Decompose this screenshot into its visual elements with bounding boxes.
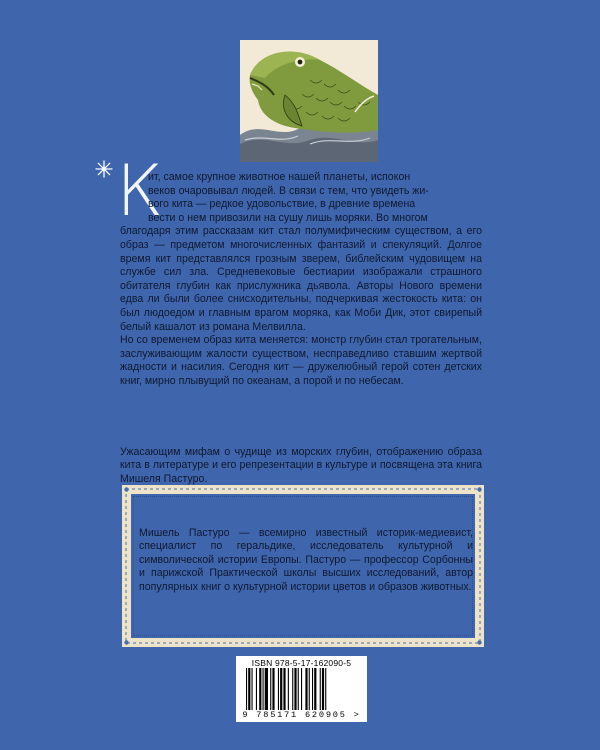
dropcap-letter: К [116, 150, 164, 232]
isbn-number: ISBN 978-5-17-162090-5 [251, 658, 352, 668]
barcode-bar [278, 668, 279, 710]
barcode-bar [246, 668, 247, 710]
author-bio: Мишель Пастуро — всемирно известный историк-медиевист, специалист по геральдике, исследователь культурной и символической истории Европы. Пастуро — профессор Сорбонны и парижской Практической школы высших исследований, автор популярных книг о культурной истории цветов и образов животных. [139, 526, 473, 593]
barcode-bar [252, 668, 253, 710]
intro-rest: благодаря этим рассказам кит стал полумифическим существом, а его образ — предметом многочисленных фантазий и спекуляций. Долгое время кит представлялся грозным зверем, библейским чудовищем на службе сил зла. Средневековые бестиарии изображали страшного обитателя глубин как прислужника дьявола. Авторы Нового времени едва ли были более снисходительны, подчеркивая жестокость кита: он был людоедом и главным врагом моряка, как Моби Дик, этот свирепый белый кашалот из романа Мелвилла. [120, 225, 482, 333]
barcode-bar [292, 668, 293, 710]
barcode-bar [322, 668, 324, 710]
intro-line-4: вести о нем привозили на сушу лишь моряки. Во многом [148, 211, 428, 224]
barcode-bar [320, 668, 321, 710]
barcode-bar [325, 668, 326, 710]
intro-line-1: ит, самое крупное животное нашей планеты, испокон [148, 171, 411, 183]
barcode-bar [309, 668, 310, 710]
intro-text-block [120, 171, 482, 389]
barcode-bar [265, 668, 268, 710]
barcode-bar [270, 668, 271, 710]
intro-line-2: веков очаровывал людей. В связи с тем, что увидеть жи- [148, 184, 429, 197]
paragraph-3: Ужасающим мифам о чудище из морских глубин, отображению образа кита в литературе и его репрезентации в культуре и посвящена эта книга Мишеля Пастуро. [120, 445, 482, 485]
intro-paragraph [120, 171, 482, 334]
barcode-bar [312, 668, 313, 710]
author-bio-frame [122, 485, 484, 647]
barcode-bar [256, 668, 257, 710]
whale-fish-illustration [240, 40, 378, 162]
barcode-bar [298, 668, 299, 710]
barcode-bar [272, 668, 274, 710]
intro-line-3: вого кита — редкое удовольствие, в древние времена [148, 198, 416, 211]
barcode-bar [301, 668, 302, 710]
barcode-bar [280, 668, 282, 710]
paragraph-2: Но со временем образ кита меняется: монстр глубин стал трогательным, заслуживающим жалости существом, несправедливо ставшим жертвой жадности и насилия. Сегодня кит — дружелюбный герой сотен детских книг, мирно плывущий по океанам, а порой и по небесам. [120, 334, 482, 387]
barcode-bar [283, 668, 285, 710]
barcode-digits: 9 785171 620905 > [242, 710, 361, 720]
barcode-bar [294, 668, 296, 710]
barcode-bars [246, 668, 357, 710]
barcode-bar [263, 668, 264, 710]
barcode-bar [305, 668, 307, 710]
sparkle-icon [95, 160, 113, 178]
isbn-barcode [236, 656, 367, 722]
barcode-bar [288, 668, 289, 710]
barcode-bar [248, 668, 250, 710]
barcode-bar [259, 668, 261, 710]
barcode-bar [314, 668, 316, 710]
